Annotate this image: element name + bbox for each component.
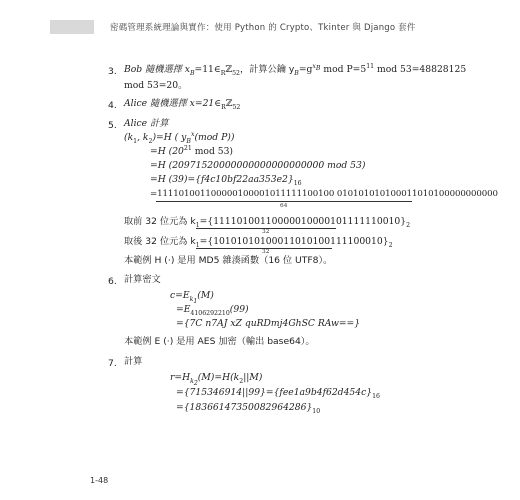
step6-eq3: ={7C n7AJ xZ quRDmj4GhSC RAw==} xyxy=(176,318,361,329)
step5-note: 本範例 H (·) 是用 MD5 雜湊函數（16 位 UTF8）。 xyxy=(124,255,333,266)
step5-eq4: =H $(39)=\{f4c10bf22aa353e2\}_{16}$ xyxy=(150,174,302,187)
step5-p2: 取後 32 位元為 $k_1=\{10101010100011010100111100010\}_2$ xyxy=(124,236,393,249)
step3-line2: mod 53=20。 xyxy=(124,80,188,91)
bit-length-label: 64 xyxy=(280,203,288,209)
step5-eq5: =111101001100000100001011111100100 010101010100011010100000000000 xyxy=(150,189,498,199)
step5-eq3: =H (20971520000000000000000000 mod 53) xyxy=(150,160,366,171)
step5-p1: 取前 32 位元為 $k_1=\{11110100110000010000101111110010\}_2$ xyxy=(124,216,411,229)
step5-eq1: ($k_1$, $k_2)=H$ ( $y_B^x(mod$ P)) xyxy=(124,130,235,145)
step-number: 7. xyxy=(108,358,117,369)
header-tab-block xyxy=(50,20,94,34)
step6-eq1: $c=E_{k_1}(M)$ xyxy=(170,290,214,306)
step6-eq2: $=E_{4106292210}(99)$ xyxy=(176,304,249,317)
page-number: 1-48 xyxy=(90,476,109,485)
step7-title: 計算 xyxy=(124,356,143,367)
running-header: 密碼管理系統理論與實作：使用 Python 的 Crypto、Tkinter 與 Django 套件 xyxy=(110,23,416,33)
step-number: 6. xyxy=(108,276,117,287)
step-number: 4. xyxy=(108,100,117,111)
bit-string-underbrace xyxy=(156,201,412,202)
step7-eq1: $r=H_{k_2}(M)=H(k_2||M)$ xyxy=(170,372,263,388)
k1-bits-label: 32 xyxy=(262,229,270,235)
step6-title: 計算密文 xyxy=(124,274,161,285)
step-number: 5. xyxy=(108,120,117,131)
step4-line: Alice 隨機選擇 $x=21\in_Rℤ_{52}$ xyxy=(124,98,241,111)
step5-title: Alice 計算 xyxy=(124,118,169,129)
step3-line1: Bob 隨機選擇 $x_B=11\in_Rℤ_{52}$，計算公鑰 $y_B=g^{x_B}$ mod $P=5^{11}$ mod 53=48828125 xyxy=(124,62,467,77)
step-number: 3. xyxy=(108,66,117,77)
k2-bits-label: 32 xyxy=(262,249,270,255)
step7-eq2: $=\{715346914||99\}=\{fee1a9b4f62d454c\}_{16}$ xyxy=(176,387,380,400)
step5-eq2: =H ($20^{21}$ mod 53) xyxy=(150,144,234,157)
step6-note: 本範例 E (·) 是用 AES 加密（輸出 base64）。 xyxy=(124,336,315,347)
step7-eq3: $=\{18366147350082964286\}_{10}$ xyxy=(176,402,321,415)
